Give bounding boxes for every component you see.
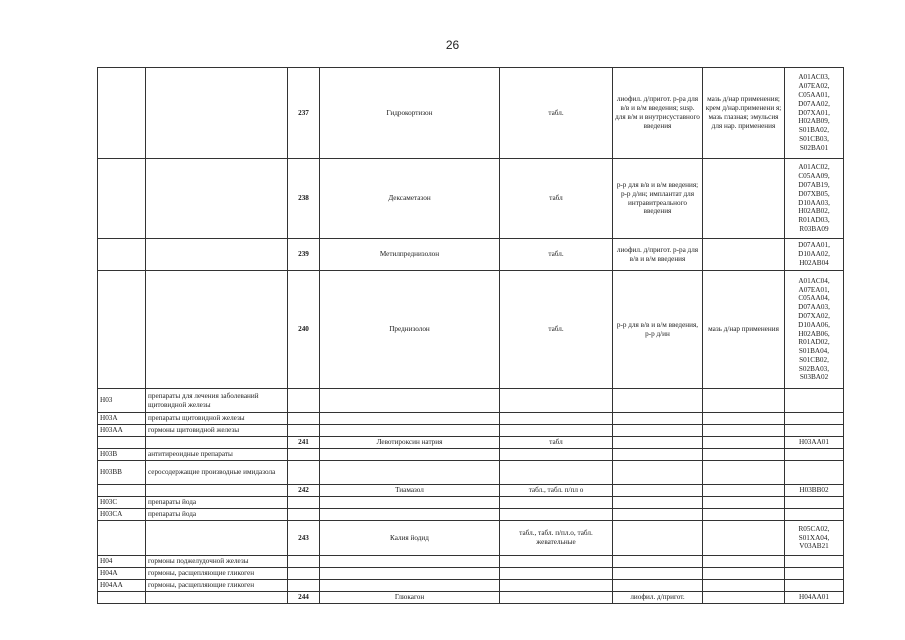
- dosage-form-cell: [500, 497, 613, 509]
- drug-name-cell: Левотироксин натрия: [320, 437, 500, 449]
- external-form-cell: [703, 485, 785, 497]
- item-number-cell: 242: [288, 485, 320, 497]
- external-form-cell: [703, 389, 785, 413]
- table-row: [98, 437, 844, 449]
- table-row: [98, 580, 844, 592]
- external-form-cell: мазь д/нар применения: [703, 271, 785, 389]
- page-number: 26: [445, 38, 460, 52]
- atc-code-cell: [98, 592, 146, 604]
- injection-form-cell: лиофил. д/пригот. р-ра для в/в и в/м введения; susp. для в/м и внутрисуставного введения: [613, 68, 703, 159]
- drug-name-cell: Тиамазол: [320, 485, 500, 497]
- atc-code-cell: H03AA: [98, 425, 146, 437]
- dosage-form-cell: [500, 461, 613, 485]
- item-number-cell: 239: [288, 239, 320, 271]
- group-name-cell: [146, 592, 288, 604]
- table-row: [98, 239, 844, 271]
- atc-code-cell: H03: [98, 389, 146, 413]
- item-number-cell: [288, 509, 320, 521]
- drug-name-cell: Гидрокортизон: [320, 68, 500, 159]
- dosage-form-cell: табл.: [500, 271, 613, 389]
- table-row: [98, 425, 844, 437]
- external-form-cell: [703, 568, 785, 580]
- group-name-cell: препараты щитовидной железы: [146, 413, 288, 425]
- table-row: [98, 461, 844, 485]
- external-form-cell: [703, 509, 785, 521]
- drug-name-cell: [320, 461, 500, 485]
- table-row: [98, 449, 844, 461]
- group-name-cell: [146, 68, 288, 159]
- dosage-form-cell: [500, 413, 613, 425]
- table-row: [98, 592, 844, 604]
- atc-list-cell: [785, 389, 844, 413]
- drug-name-cell: Дексаметазон: [320, 159, 500, 239]
- item-number-cell: [288, 389, 320, 413]
- atc-code-cell: H03A: [98, 413, 146, 425]
- group-name-cell: гормоны, расщепляющие гликоген: [146, 568, 288, 580]
- injection-form-cell: [613, 568, 703, 580]
- injection-form-cell: [613, 413, 703, 425]
- dosage-form-cell: [500, 592, 613, 604]
- drug-name-cell: [320, 580, 500, 592]
- dosage-form-cell: [500, 580, 613, 592]
- atc-list-cell: H04AA01: [785, 592, 844, 604]
- group-name-cell: гормоны, расщепляющие гликоген: [146, 580, 288, 592]
- dosage-form-cell: табл: [500, 159, 613, 239]
- drug-name-cell: [320, 497, 500, 509]
- atc-code-cell: [98, 68, 146, 159]
- atc-code-cell: [98, 437, 146, 449]
- atc-list-cell: [785, 568, 844, 580]
- external-form-cell: [703, 461, 785, 485]
- atc-code-cell: [98, 271, 146, 389]
- atc-list-cell: [785, 413, 844, 425]
- atc-list-cell: [785, 556, 844, 568]
- external-form-cell: [703, 239, 785, 271]
- item-number-cell: 238: [288, 159, 320, 239]
- item-number-cell: 241: [288, 437, 320, 449]
- group-name-cell: антитиреоидные препараты: [146, 449, 288, 461]
- atc-code-cell: [98, 239, 146, 271]
- item-number-cell: [288, 449, 320, 461]
- external-form-cell: [703, 159, 785, 239]
- atc-list-cell: A01AC02, C05AA09, D07AB19, D07XB05, D10AA03, H02AB02, R01AD03, R03BA09: [785, 159, 844, 239]
- atc-code-cell: H03B: [98, 449, 146, 461]
- injection-form-cell: [613, 497, 703, 509]
- dosage-form-cell: [500, 509, 613, 521]
- injection-form-cell: р-р для в/в и в/м введения, р-р д/ин: [613, 271, 703, 389]
- dosage-form-cell: [500, 425, 613, 437]
- item-number-cell: 237: [288, 68, 320, 159]
- drug-name-cell: [320, 425, 500, 437]
- injection-form-cell: [613, 509, 703, 521]
- table-row: [98, 271, 844, 389]
- group-name-cell: препараты для лечения заболеваний щитовидной железы: [146, 389, 288, 413]
- atc-code-cell: H03CA: [98, 509, 146, 521]
- atc-code-cell: H04: [98, 556, 146, 568]
- external-form-cell: [703, 449, 785, 461]
- drug-name-cell: [320, 568, 500, 580]
- drug-name-cell: Метилпреднизолон: [320, 239, 500, 271]
- atc-code-cell: H03BB: [98, 461, 146, 485]
- external-form-cell: [703, 497, 785, 509]
- atc-list-cell: [785, 580, 844, 592]
- injection-form-cell: [613, 556, 703, 568]
- atc-code-cell: [98, 485, 146, 497]
- atc-list-cell: A01AC04, A07EA01, C05AA04, D07AA03, D07XA02, D10AA06, H02AB06, R01AD02, S01BA04, S01CB02, S02BA03, S03BA02: [785, 271, 844, 389]
- external-form-cell: [703, 580, 785, 592]
- group-name-cell: [146, 437, 288, 449]
- external-form-cell: [703, 413, 785, 425]
- table-row: [98, 485, 844, 497]
- dosage-form-cell: [500, 449, 613, 461]
- dosage-form-cell: табл: [500, 437, 613, 449]
- table-row: [98, 509, 844, 521]
- table-row: [98, 521, 844, 556]
- injection-form-cell: [613, 461, 703, 485]
- atc-code-cell: H04AA: [98, 580, 146, 592]
- drug-name-cell: Глюкагон: [320, 592, 500, 604]
- external-form-cell: [703, 521, 785, 556]
- atc-list-cell: D07AA01, D10AA02, H02AB04: [785, 239, 844, 271]
- item-number-cell: 243: [288, 521, 320, 556]
- table-row: [98, 159, 844, 239]
- atc-list-cell: H03BB02: [785, 485, 844, 497]
- atc-list-cell: [785, 497, 844, 509]
- dosage-form-cell: табл., табл. п/пл.о, табл. жевательные: [500, 521, 613, 556]
- external-form-cell: [703, 437, 785, 449]
- atc-code-cell: H03C: [98, 497, 146, 509]
- drug-name-cell: [320, 509, 500, 521]
- group-name-cell: [146, 159, 288, 239]
- group-name-cell: [146, 485, 288, 497]
- group-name-cell: серосодержащие производные имидазола: [146, 461, 288, 485]
- injection-form-cell: [613, 449, 703, 461]
- item-number-cell: [288, 580, 320, 592]
- drug-name-cell: [320, 449, 500, 461]
- item-number-cell: [288, 425, 320, 437]
- atc-list-cell: A01AC03, A07EA02, C05AA01, D07AA02, D07XA01, H02AB09, S01BA02, S01CB03, S02BA01: [785, 68, 844, 159]
- injection-form-cell: [613, 437, 703, 449]
- drug-table: [97, 67, 844, 604]
- group-name-cell: [146, 521, 288, 556]
- table-row: [98, 68, 844, 159]
- drug-name-cell: Преднизолон: [320, 271, 500, 389]
- external-form-cell: [703, 556, 785, 568]
- atc-list-cell: [785, 449, 844, 461]
- group-name-cell: [146, 239, 288, 271]
- table-row: [98, 556, 844, 568]
- external-form-cell: [703, 425, 785, 437]
- atc-code-cell: [98, 159, 146, 239]
- item-number-cell: 244: [288, 592, 320, 604]
- atc-list-cell: H03AA01: [785, 437, 844, 449]
- atc-list-cell: [785, 509, 844, 521]
- dosage-form-cell: [500, 568, 613, 580]
- atc-code-cell: [98, 521, 146, 556]
- group-name-cell: [146, 271, 288, 389]
- item-number-cell: [288, 568, 320, 580]
- item-number-cell: [288, 461, 320, 485]
- group-name-cell: гормоны поджелудочной железы: [146, 556, 288, 568]
- table-row: [98, 497, 844, 509]
- table-row: [98, 568, 844, 580]
- dosage-form-cell: табл.: [500, 68, 613, 159]
- group-name-cell: препараты йода: [146, 509, 288, 521]
- item-number-cell: [288, 497, 320, 509]
- dosage-form-cell: [500, 389, 613, 413]
- injection-form-cell: [613, 521, 703, 556]
- dosage-form-cell: табл.: [500, 239, 613, 271]
- injection-form-cell: [613, 425, 703, 437]
- injection-form-cell: [613, 580, 703, 592]
- atc-list-cell: R05CA02, S01XA04, V03AB21: [785, 521, 844, 556]
- atc-list-cell: [785, 461, 844, 485]
- drug-name-cell: [320, 413, 500, 425]
- external-form-cell: мазь д/нар применения; крем д/нар.применени я; мазь глазная; эмульсия для нар. применения: [703, 68, 785, 159]
- injection-form-cell: лиофил. д/пригот. р-ра для в/в и в/м введения: [613, 239, 703, 271]
- external-form-cell: [703, 592, 785, 604]
- injection-form-cell: лиофил. д/пригот.: [613, 592, 703, 604]
- item-number-cell: 240: [288, 271, 320, 389]
- drug-name-cell: Калия йодид: [320, 521, 500, 556]
- atc-list-cell: [785, 425, 844, 437]
- drug-name-cell: [320, 556, 500, 568]
- table-row: [98, 413, 844, 425]
- dosage-form-cell: [500, 556, 613, 568]
- item-number-cell: [288, 556, 320, 568]
- table-row: [98, 389, 844, 413]
- atc-code-cell: H04A: [98, 568, 146, 580]
- dosage-form-cell: табл., табл. п/пл о: [500, 485, 613, 497]
- drug-name-cell: [320, 389, 500, 413]
- injection-form-cell: [613, 389, 703, 413]
- group-name-cell: препараты йода: [146, 497, 288, 509]
- injection-form-cell: р-р для в/в и в/м введения; р-р д/ин; имплантат для интравитреального введения: [613, 159, 703, 239]
- table-body: [98, 68, 844, 604]
- group-name-cell: гормоны щитовидной железы: [146, 425, 288, 437]
- item-number-cell: [288, 413, 320, 425]
- injection-form-cell: [613, 485, 703, 497]
